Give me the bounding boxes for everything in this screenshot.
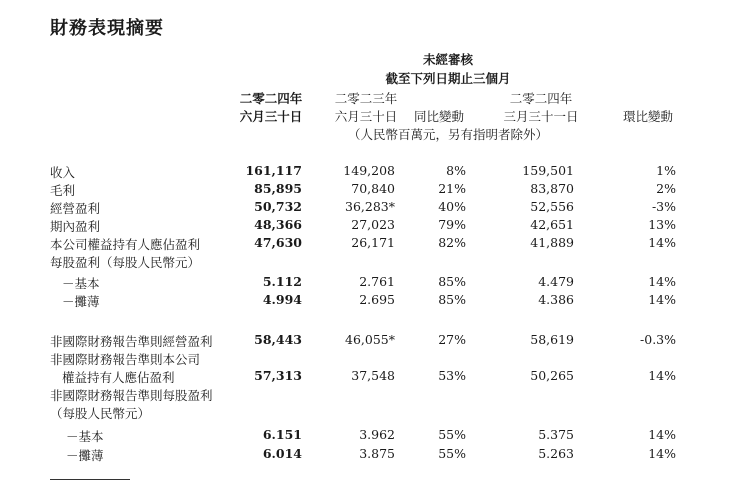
cell-yoy: 82% xyxy=(438,235,466,250)
cell-qoq: 14% xyxy=(648,368,676,383)
table-row xyxy=(0,292,736,310)
cell-q2-2023: 37,548 xyxy=(351,368,395,383)
row-label: －攤薄 xyxy=(62,294,100,309)
cell-q2-2024: 58,443 xyxy=(254,332,302,347)
cell-q2-2023: 70,840 xyxy=(351,181,395,196)
cell-yoy: 85% xyxy=(438,274,466,289)
cell-q2-2023: 3.962 xyxy=(359,427,395,442)
row-label: 期內盈利 xyxy=(50,219,101,234)
cell-q1-2024: 58,619 xyxy=(530,332,574,347)
cell-yoy: 27% xyxy=(438,332,466,347)
cell-q2-2024: 6.014 xyxy=(262,446,302,461)
table-row xyxy=(0,446,736,464)
cell-q2-2023: 26,171 xyxy=(351,235,395,250)
row-label: 本公司權益持有人應佔盈利 xyxy=(50,237,201,252)
col2-header-line1: 二零二三年 xyxy=(334,91,398,106)
cell-q2-2023: 3.875 xyxy=(359,446,395,461)
cell-q2-2023: 2.761 xyxy=(359,274,395,289)
cell-q1-2024: 50,265 xyxy=(530,368,574,383)
cell-q2-2024: 57,313 xyxy=(254,368,302,383)
table-row xyxy=(0,199,736,217)
cell-q1-2024: 41,889 xyxy=(530,235,574,250)
cell-q1-2024: 52,556 xyxy=(530,199,574,214)
col5-header: 環比變動 xyxy=(622,109,674,124)
col4-header-line2: 三月三十一日 xyxy=(503,109,579,124)
cell-yoy: 40% xyxy=(438,199,466,214)
cell-yoy: 55% xyxy=(438,446,466,461)
row-label: 非國際財務報告準則經營盈利 xyxy=(50,334,213,349)
table-row xyxy=(0,332,736,350)
cell-qoq: -0.3% xyxy=(640,332,676,347)
row-label: （每股人民幣元） xyxy=(50,406,151,421)
cell-q1-2024: 5.263 xyxy=(538,446,574,461)
cell-q1-2024: 4.386 xyxy=(538,292,574,307)
page-title: 財務表現摘要 xyxy=(50,18,164,39)
cell-q1-2024: 83,870 xyxy=(530,181,574,196)
row-label: 非國際財務報告準則每股盈利 xyxy=(50,388,213,403)
col3-header: 同比變動 xyxy=(413,109,465,124)
table-row xyxy=(0,181,736,199)
cell-qoq: 14% xyxy=(648,292,676,307)
cell-yoy: 53% xyxy=(438,368,466,383)
cell-qoq: 14% xyxy=(648,235,676,250)
cell-yoy: 79% xyxy=(438,217,466,232)
cell-q2-2024: 5.112 xyxy=(262,274,302,289)
footnote-divider xyxy=(50,479,130,480)
cell-q2-2024: 47,630 xyxy=(254,235,302,250)
row-label: 權益持有人應佔盈利 xyxy=(62,370,175,385)
cell-yoy: 55% xyxy=(438,427,466,442)
table-row xyxy=(0,427,736,445)
table-row xyxy=(0,368,736,386)
cell-qoq: 14% xyxy=(648,427,676,442)
cell-q2-2024: 48,366 xyxy=(254,217,302,232)
col1-header-line1: 二零二四年 xyxy=(239,91,303,106)
row-label: 非國際財務報告準則本公司 xyxy=(50,352,201,367)
col4-header-line1: 二零二四年 xyxy=(509,91,573,106)
table-row xyxy=(0,386,736,404)
cell-qoq: 1% xyxy=(656,163,676,178)
cell-qoq: -3% xyxy=(651,199,676,214)
col2-header-line2: 六月三十日 xyxy=(334,109,398,124)
row-label: 收入 xyxy=(50,165,76,180)
unit-note: （人民幣百萬元，另有指明者除外） xyxy=(347,127,549,142)
cell-qoq: 13% xyxy=(648,217,676,232)
cell-q1-2024: 4.479 xyxy=(538,274,574,289)
cell-q1-2024: 159,501 xyxy=(522,163,574,178)
table-row xyxy=(0,253,736,271)
cell-q2-2024: 50,732 xyxy=(254,199,302,214)
table-row xyxy=(0,274,736,292)
cell-q2-2023: 46,055* xyxy=(345,332,395,347)
col1-header-line2: 六月三十日 xyxy=(239,109,303,124)
unaudited-heading: 未經審核 xyxy=(422,52,474,67)
table-row xyxy=(0,217,736,235)
cell-q2-2023: 2.695 xyxy=(359,292,395,307)
cell-q2-2023: 27,023 xyxy=(351,217,395,232)
period-heading: 截至下列日期止三個月 xyxy=(385,71,511,86)
row-label: －基本 xyxy=(66,429,104,444)
cell-yoy: 85% xyxy=(438,292,466,307)
table-row xyxy=(0,350,736,368)
cell-q2-2024: 85,895 xyxy=(254,181,302,196)
row-label: 毛利 xyxy=(50,183,76,198)
cell-q2-2024: 161,117 xyxy=(245,163,302,178)
row-label: －攤薄 xyxy=(66,448,104,463)
row-label: 經營盈利 xyxy=(50,201,101,216)
row-label: 每股盈利（每股人民幣元） xyxy=(50,255,201,270)
table-row xyxy=(0,235,736,253)
cell-yoy: 8% xyxy=(446,163,466,178)
cell-q2-2024: 6.151 xyxy=(262,427,302,442)
cell-q2-2023: 36,283* xyxy=(345,199,395,214)
cell-q2-2024: 4.994 xyxy=(262,292,302,307)
table-row xyxy=(0,404,736,422)
cell-q2-2023: 149,208 xyxy=(343,163,395,178)
row-label: －基本 xyxy=(62,276,100,291)
cell-q1-2024: 42,651 xyxy=(530,217,574,232)
cell-yoy: 21% xyxy=(438,181,466,196)
cell-qoq: 2% xyxy=(656,181,676,196)
cell-qoq: 14% xyxy=(648,446,676,461)
table-row xyxy=(0,163,736,181)
cell-q1-2024: 5.375 xyxy=(538,427,574,442)
cell-qoq: 14% xyxy=(648,274,676,289)
